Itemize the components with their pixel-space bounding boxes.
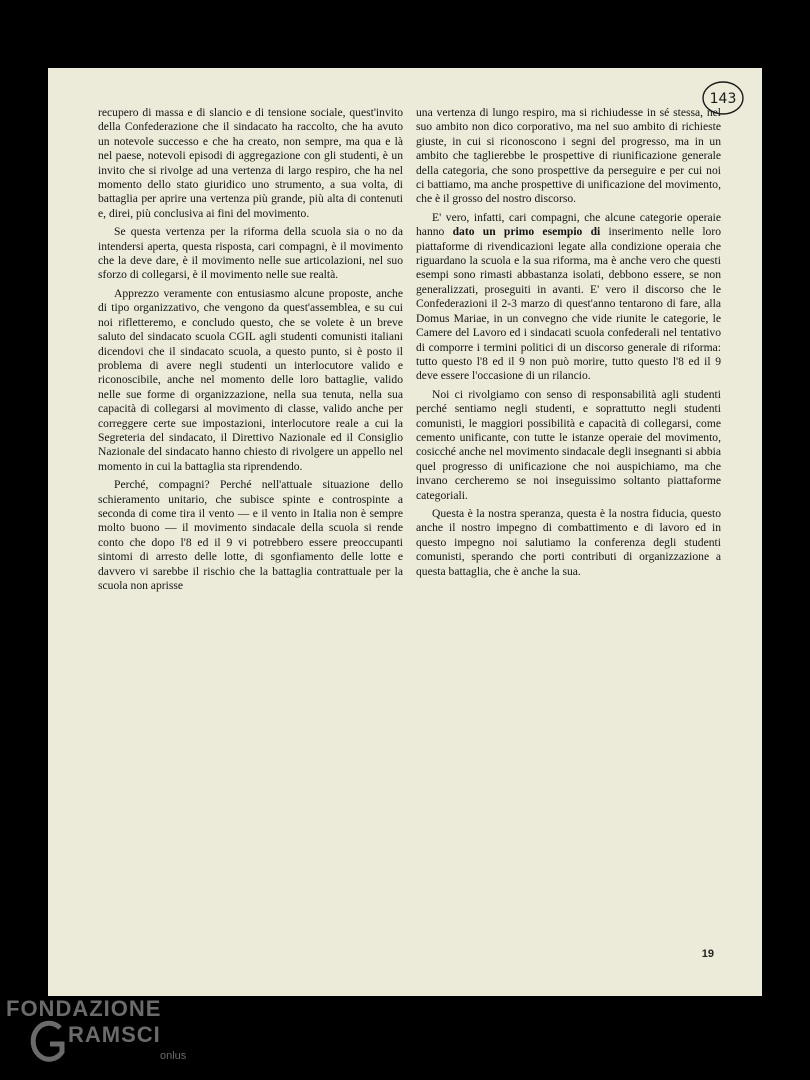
paragraph: Noi ci rivolgiamo con senso di responsabilità agli studenti perché sentiamo negli studenti, e soprattutto negli studenti comunisti, le maggiori possibilità e capacità di collegarsi, come cemento unificante, con tutte le istanze operaie del movimento, cosicché anche nel movimento sindacale degli insegnanti si abbia quel progresso di unificazione che noi auspichiamo, ma che invano cercheremo se noi inseguissimo soltanto piattaforme categoriali. (416, 387, 721, 502)
gramsci-g-logo-icon (30, 1018, 70, 1066)
paragraph: Apprezzo veramente con entusiasmo alcune proposte, anche di tipo organizzativo, che vengono da quest'assemblea, e su cui noi rifletteremo, e concludo questo, che se volete è un breve saluto del sindacato scuola CGIL agli studenti comunisti italiani dicendovi che il sindacato scuola, a questo punto, si è posto il problema di avere negli studenti un interlocutore valido e riconoscibile, anche nel momento delle loro battaglie, valido nelle sue forme di organizzazione, nella sua tenuta, nella sua capacità di collegarsi al movimento di classe, valido anche per correggere certe sue impostazioni, interlocutore reale a cui la Segreteria del sindacato, il Direttivo Nazionale ed il Consiglio Nazionale del sindacato hanno chiesto di rivolgere un appello nel momento in cui la battaglia sta riprendendo. (98, 286, 403, 473)
document-page (48, 68, 762, 996)
paragraph: Se questa vertenza per la riforma della scuola sia o no da intendersi aperta, questa risposta, cari compagni, è il movimento che la deve dare, è il movimento nelle sue articolazioni, nel suo sforzo di collegarsi, è il movimento nelle sue realtà. (98, 225, 403, 282)
svg-text:143: 143 (709, 91, 737, 107)
paragraph: E' vero, infatti, cari compagni, che alcune categorie operaie hanno dato un primo esempio di inserimento nelle loro piattaforme di rivendicazioni legate alla condizione operaia che riguardano la scuola e la sua riforma, ma è anche vero che questi esempi sono rimasti abbastanza isolati, debbono essere, se non generalizzati, proseguiti in avanti. E' vero il discorso che le Confederazioni il 2-3 marzo di quest'anno tentarono di fare, alla Domus Mariae, in un convegno che vide riunite le categorie, le Camere del Lavoro ed i sindacati scuola confederali nel tentativo di comporre i termini politici di un discorso generale di riforma: tutto questo l'8 ed il 9 non può morire, tutto questo l'8 ed il 9 deve essere l'occasione di un rilancio. (416, 210, 721, 383)
paragraph: recupero di massa e di slancio e di tensione sociale, quest'invito della Confederazione che il sindacato ha raccolto, che ha avuto un notevole successo e che ha creato, non sempre, ma qua e là nel paese, notevoli episodi di aggregazione con gli studenti, è un invito che si rivolge ad una vertenza di largo respiro, che ha nel momento dello stato giuridico uno strumento, a sua volta, di battaglia per aprire una vertenza più grande, più alta di contenuti e, direi, più conclusiva ai fini del movimento. (98, 106, 403, 220)
paragraph: Perché, compagni? Perché nell'attuale situazione dello schieramento unitario, che subisce spinte e controspinte a seconda di come tira il vento — e il vento in Italia non è sempre molto buono — il movimento sindacale della scuola si rende conto che dopo l'8 ed il 9 vi potrebbero essere preoccupanti sintomi di arresto delle lotte, di sgonfiamento delle lotte e davvero vi sarebbe il rischio che la battaglia contrattuale per la scuola non aprisse (98, 478, 403, 592)
watermark-line3: onlus (160, 1050, 187, 1062)
watermark-line1: FONDAZIONE (6, 996, 162, 1021)
bold-phrase: dato un primo esempio di (452, 225, 601, 239)
watermark-line2: RAMSCI (68, 1022, 161, 1047)
left-column (98, 106, 403, 597)
paragraph: Questa è la nostra speranza, questa è la nostra fiducia, questo anche il nostro impegno di combattimento e di lavoro ed in questo impegno noi salutiamo la conferenza degli studenti comunisti, sperando che porti contributi di organizzazione a questa battaglia, che è anche la sua. (416, 506, 721, 578)
right-column (416, 106, 721, 583)
fondazione-gramsci-watermark (0, 992, 220, 1080)
page-number: 19 (701, 948, 714, 960)
paragraph: una vertenza di lungo respiro, ma si richiudesse in sé stessa, nel suo ambito non dico corporativo, ma nel suo ambito di richieste giuste, in cui si riconoscono i segni del progresso, ma in un ambito che taglierebbe le prospettive di riunificazione generale della categoria, che sono prospettive da perseguire e per cui noi ci battiamo, ma anche prospettive di unificazione del movimento, che è il grosso del nostro discorso. (416, 106, 721, 206)
